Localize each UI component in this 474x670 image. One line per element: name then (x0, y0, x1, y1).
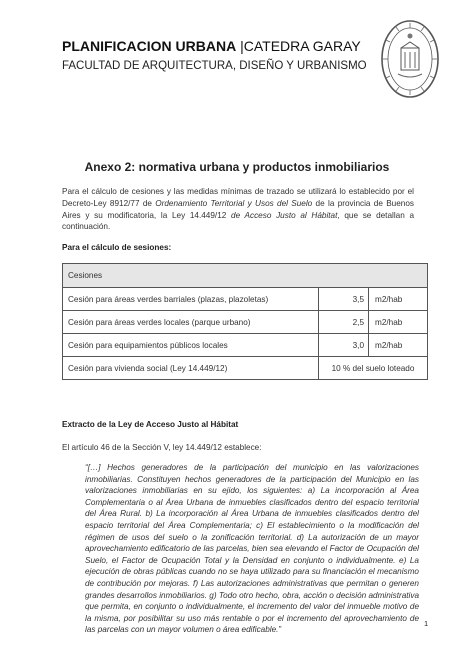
row-value: 3,5 (319, 288, 369, 311)
table-row (63, 334, 428, 357)
intro-paragraph (62, 186, 414, 233)
row-unit: m2/hab (369, 288, 428, 311)
header-subtitle: FACULTAD DE ARQUITECTURA, DISEÑO Y URBANISMO (62, 60, 367, 72)
annex-title: Anexo 2: normativa urbana y productos inmobiliarios (84, 160, 390, 174)
row-label: Cesión para áreas verdes locales (parque urbano) (63, 311, 319, 334)
table-row (63, 357, 428, 380)
page-number: 1 (424, 619, 429, 628)
intro-italic-1: Ordenamiento Territorial y Usos del Suelo (155, 198, 313, 208)
law-quote: “[…] Hechos generadores de la participación del municipio en las valorizaciones inmobiliarias. Constituyen hechos generadores de la participación del Municipio en las valorizaciones inmobiliarias en su ejido, los siguientes: a) La incorporación al Área Complementaria o al Área Urbana de inmuebles clasificados dentro del espacio territorial del Área Rural. b) La incorporación al Área Urbana de inmuebles clasificados dentro del espacio territorial del Área Complementaria; c) El establecimiento o la modificación del régimen de usos del suelo o la zonificación territorial. d) La autorización de un mayor aprovechamiento edificatorio de las parcelas, bien sea elevando el Factor de Ocupación del Suelo, el Factor de Ocupación Total y la Densidad en conjunto o individualmente. e) La ejecución de obras públicas cuando no se haya utilizado para su financiación el mecanismo de contribución por mejoras. f) Las autorizaciones administrativas que permitan o generen grandes desarrollos inmobiliarios. g) Todo otro hecho, obra, acción o decisión administrativa que permita, en conjunto o individualmente, el incremento del valor del inmueble motivo de la misma, por posibilitar su uso más rentable o por el incremento del aprovechamiento de las parcelas con un mayor volumen o área edificable.” (85, 463, 419, 635)
cesiones-table (62, 263, 428, 380)
header-title-bold: PLANIFICACION URBANA (62, 38, 237, 54)
header-title (62, 38, 361, 54)
table-row (63, 311, 428, 334)
table-row (63, 288, 428, 311)
header-title-rest: CATEDRA GARAY (243, 38, 361, 54)
table-header-cell: Cesiones (63, 264, 428, 288)
intro-italic-2: de Acceso Justo al Hábitat (231, 210, 338, 220)
extract-heading: Extracto de la Ley de Acceso Justo al Hábitat (62, 420, 239, 429)
row-value-merged: 10 % del suelo loteado (319, 357, 428, 380)
row-unit: m2/hab (369, 311, 428, 334)
row-unit: m2/hab (369, 334, 428, 357)
university-seal-icon (380, 18, 440, 100)
article-intro: El artículo 46 de la Sección V, ley 14.449/12 establece: (62, 443, 262, 452)
intro-part-3: , que se detallan a continuación. (62, 210, 415, 232)
header-title-separator: | (240, 38, 244, 54)
table-header-row (63, 264, 428, 288)
cesiones-heading: Para el cálculo de sesiones: (62, 243, 172, 252)
row-value: 2,5 (319, 311, 369, 334)
row-value: 3,0 (319, 334, 369, 357)
intro-part-1: Para el cálculo de cesiones y las medidas mínimas de trazado se utilizará lo establecido por el Decreto-Ley 8912/77 de (62, 187, 414, 208)
row-label: Cesión para áreas verdes barriales (plazas, plazoletas) (63, 288, 319, 311)
intro-part-2: de la provincia de Buenos Aires y su modificatoria, la Ley 14.449/12 (62, 198, 414, 220)
row-label: Cesión para vivienda social (Ley 14.449/12) (63, 357, 319, 380)
row-label: Cesión para equipamientos públicos locales (63, 334, 319, 357)
